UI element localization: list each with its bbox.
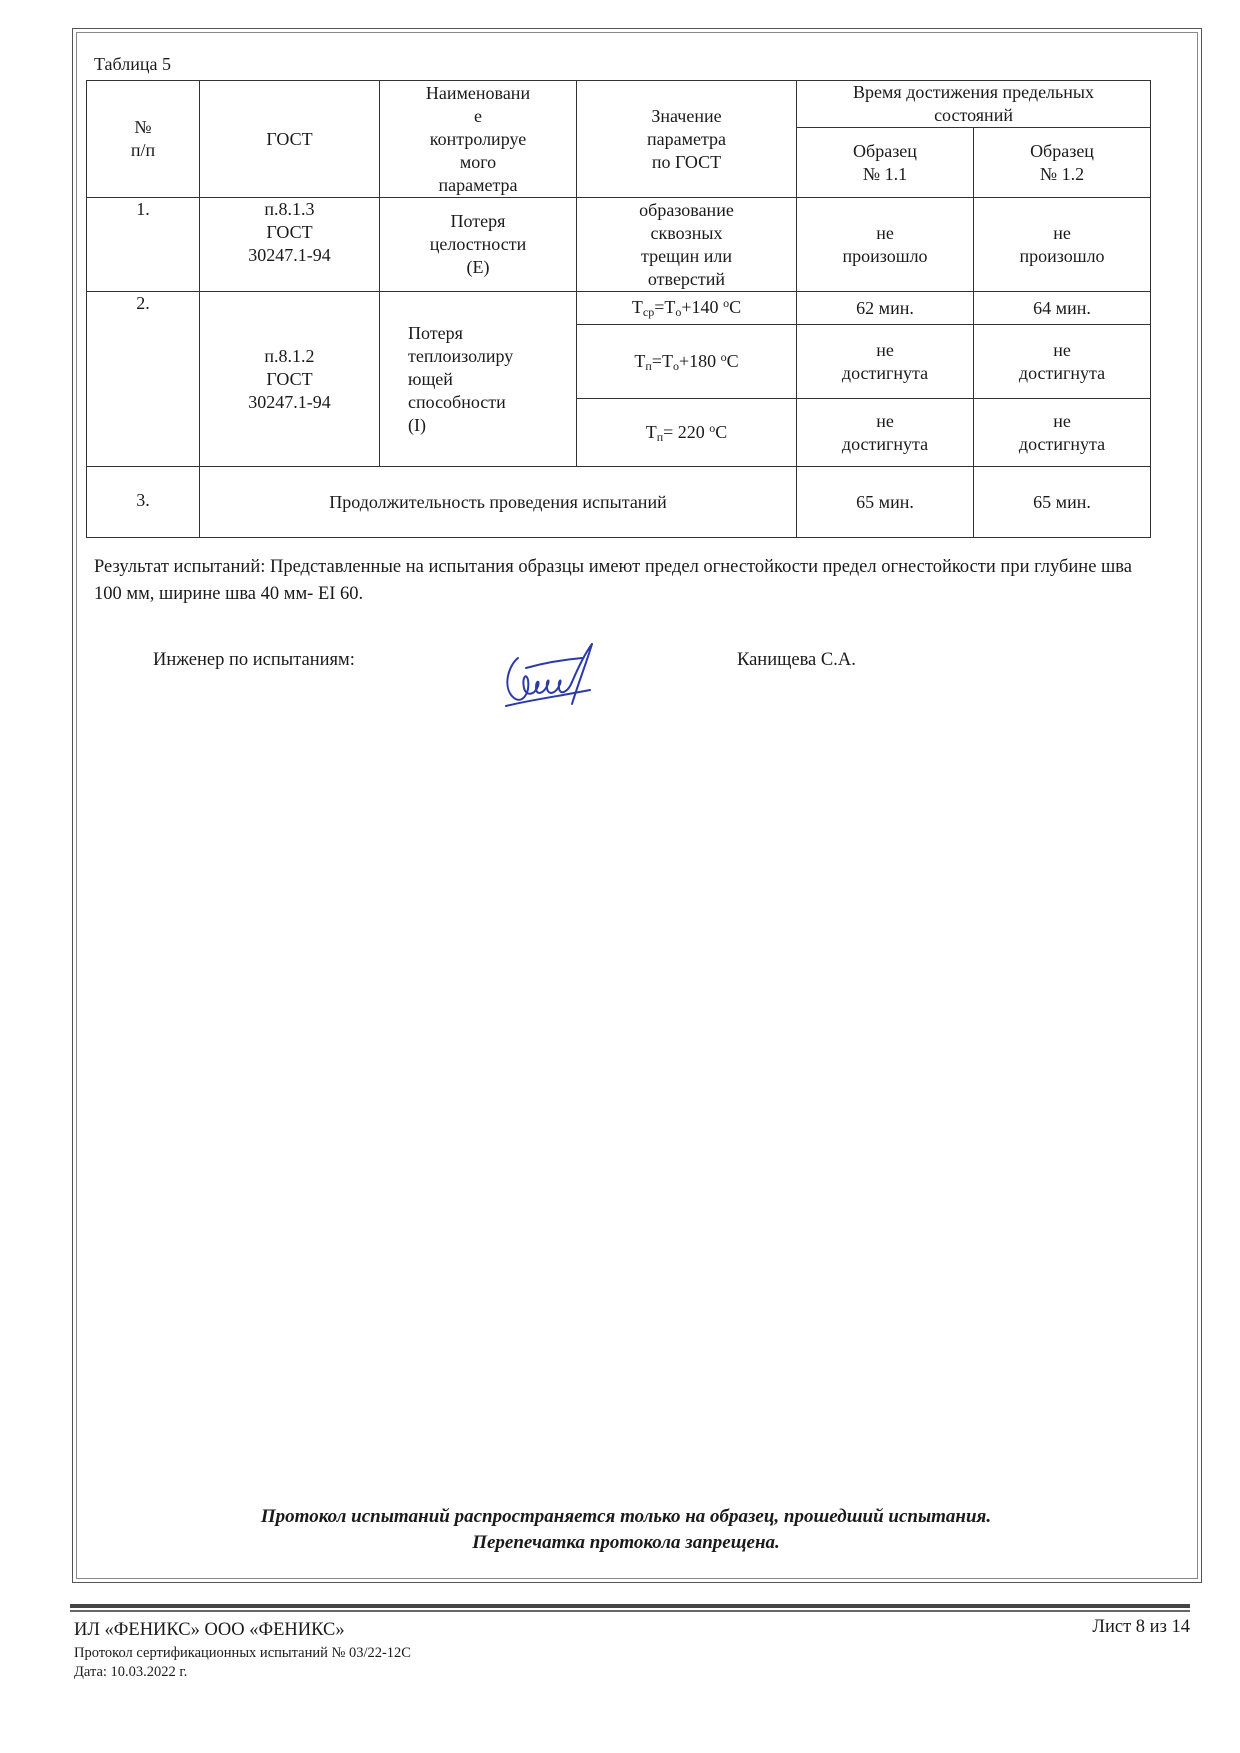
- footer-org: ИЛ «ФЕНИКС» ООО «ФЕНИКС»: [74, 1620, 345, 1640]
- header-sample-2: Образец № 1.2: [974, 128, 1151, 198]
- row2-2-sample-2: не достигнута: [974, 325, 1151, 399]
- footer-protocol: Протокол сертификационных испытаний № 03/22-12С: [74, 1645, 411, 1661]
- footer-rule-thin: [70, 1610, 1190, 1612]
- row3-label: Продолжительность проведения испытаний: [200, 467, 797, 538]
- row2-num: 2.: [87, 292, 200, 467]
- protocol-note-line-1: Протокол испытаний распространяется только на образец, прошедший испытания.: [260, 1506, 992, 1527]
- engineer-name: Канищева С.А.: [737, 650, 856, 670]
- row1-num: 1.: [87, 198, 200, 292]
- header-value: Значение параметра по ГОСТ: [577, 81, 797, 198]
- header-time-group: Время достижения предельных состояний: [797, 81, 1151, 128]
- header-gost: ГОСТ: [200, 81, 380, 198]
- row2-3-sample-1: не достигнута: [797, 399, 974, 467]
- row2-value-1: $T_{ср}=T_о+140$ $^о$С: [577, 292, 797, 325]
- row3-sample-2: 65 мин.: [974, 467, 1151, 538]
- row1-gost: п.8.1.3 ГОСТ 30247.1-94: [200, 198, 380, 292]
- header-param: Наименовани е контролируе мого параметра: [380, 81, 577, 198]
- row3-num: 3.: [87, 467, 200, 538]
- results-table: [86, 80, 1151, 538]
- row2-value-2: $T_п=T_о+180$ $^о$С: [577, 325, 797, 399]
- header-num: № п/п: [87, 81, 200, 198]
- engineer-label: Инженер по испытаниям:: [153, 650, 355, 670]
- header-sample-1: Образец № 1.1: [797, 128, 974, 198]
- table-caption: Таблица 5: [94, 54, 171, 74]
- row1-value: образование сквозных трещин или отверстий: [577, 198, 797, 292]
- result-text: Результат испытаний: Представленные на испытания образцы имеют предел огнестойкости предел огнестойкости при глубине шва 100 мм, ширине шва 40 мм- EI 60.: [94, 557, 1132, 604]
- footer-date: Дата: 10.03.2022 г.: [74, 1664, 188, 1680]
- row1-sample-2: не произошло: [974, 198, 1151, 292]
- row3-sample-1: 65 мин.: [797, 467, 974, 538]
- row2-gost: п.8.1.2 ГОСТ 30247.1-94: [200, 292, 380, 467]
- row2-3-sample-2: не достигнута: [974, 399, 1151, 467]
- row1-sample-1: не произошло: [797, 198, 974, 292]
- row1-param: Потеря целостности (E): [380, 198, 577, 292]
- row2-param: Потеря теплоизолиру ющей способности (I): [380, 292, 577, 467]
- row2-value-3: $T_п= 220$ $^о$С: [577, 399, 797, 467]
- footer-rule-thick: [70, 1604, 1190, 1608]
- protocol-note-line-2: Перепечатка протокола запрещена.: [472, 1532, 780, 1553]
- protocol-note: [86, 1504, 1166, 1556]
- signature-image: [500, 638, 600, 714]
- row2-2-sample-1: не достигнута: [797, 325, 974, 399]
- footer-page-number: Лист 8 из 14: [1092, 1617, 1190, 1637]
- row2-1-sample-2: 64 мин.: [974, 292, 1151, 325]
- row2-1-sample-1: 62 мин.: [797, 292, 974, 325]
